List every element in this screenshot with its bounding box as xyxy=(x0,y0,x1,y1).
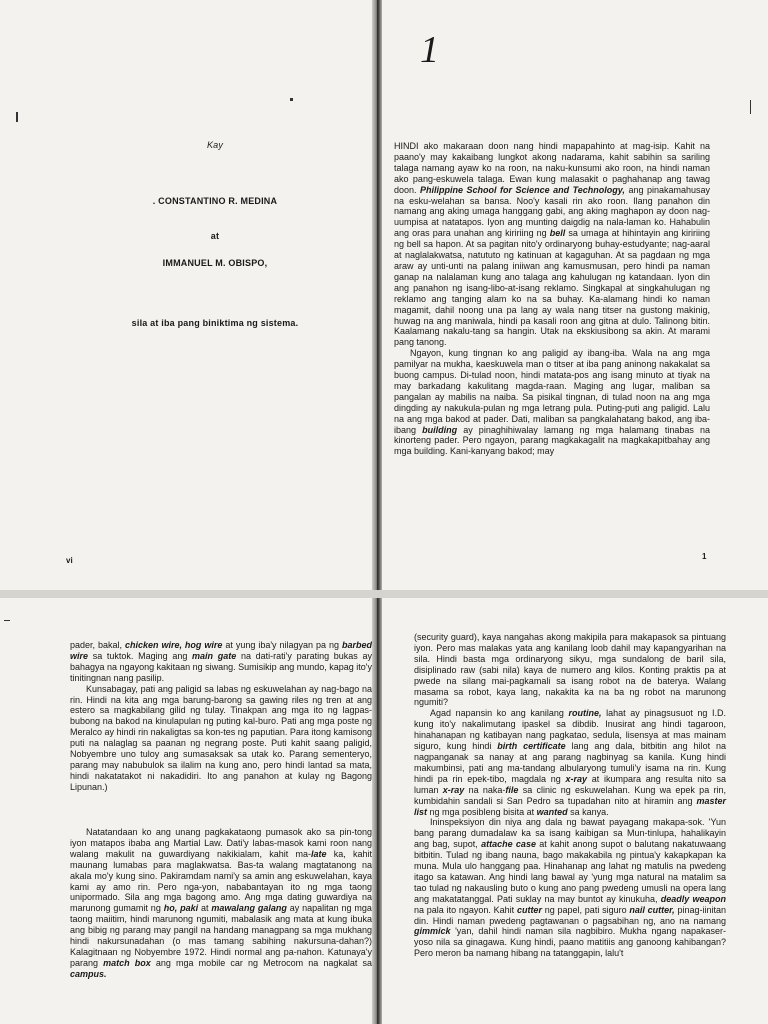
paragraph: (security guard), kaya nangahas akong makipila para makapasok sa pintuang iyon. Pero mas malakas yata ang kanilang loob dahil may kapangyarihan na sila. Hindi basta mga ordinaryong sikyu, mga sundalong de baril sila, disiplinado raw (sabi nila) kaya de numero ang kilos. Konting praktis pa at pwede na silang mai-pagkamali sa isang robot na de baterya. Walang masama sa robot, kaya lang, nakakita ka na ba ng robot na marunong ngumiti? xyxy=(414,632,726,708)
chapter-text-column xyxy=(394,141,710,457)
paragraph: HINDI ako makaraan doon nang hindi mapapahinto at mag-isip. Kahit na paano'y may kakaibang lungkot akong nadarama, kahit sabihin sa sariling talaga namang ayaw ko na roon, na naku-kunsumi ako roon, na hindi naman ako pang-eskuwela talaga. Ewan kung malasakit o paghahanap ang tawag doon. Philippine School for Science and Technology, ang pinakamahusay na esku-welahan sa bansa. Noo'y kasali rin ako roon. Ilang panahon din namang ang aking umaga hanggang gabi, ang aking maghapon ay doon nag-uumpisa at natatapos. Iyon ang munting daigdig na nala-laman ko. Hahabulin ang oras para unahan ang kiririing ng bell sa umaga at hihintayin ang kiririing ng bell sa hapon. At sa pagitan nito'y ordinaryong buhay-estudyante; nag-aaral at naglalakwatsa, natututo ng katinuan at kagaguhan. At sa pagdaan ng mga araw ay unti-unti na palang iniiwan ang kamusmusan, pero hindi pa naman ganap na nalalaman kung ano talaga ang kahulugan ng katandaan. Iyon din ang panahon ng isang-libo-at-isang reklamo. Singkapal at singkahulugan ng reklamo ang tanging alam ko na sa buhay. Ka-alamang hindi ko naman magamit, dahil noong una pa lang ay wala nang titser na gustong makinig, huwag na ang maniwala, hindi pa kasali roon ang gitna at dulo. Talinong bitin. Kaalamang nakalu-tang sa hangin. Utak na ekskiusibong sa akin. At marami pang tanong. xyxy=(394,141,710,348)
book-gutter-upper xyxy=(372,0,382,590)
dedication-name-2: IMMANUEL M. OBISPO, xyxy=(162,258,268,268)
page-number-right: 1 xyxy=(702,552,707,561)
chapter-number: 1 xyxy=(420,29,439,71)
lower-right-text xyxy=(414,632,726,959)
paragraph: Ngayon, kung tingnan ko ang paligid ay ibang-iba. Wala na ang mga pamilyar na mukha, kaeskuwela man o titser at iba pang aninong nakakalat sa buong campus. Di-tulad noon, hindi matata-pos ang isang minuto at tiyak na may barkadang kakulitang magda-raan. Maging ang lugar, maliban sa pangalan ay mabilis na naiba. Sa pisikal tingnan, di tulad noon na ang mga dingding ay nakukula-pulan ng mga letrang pula. Puting-puti ang paligid. Lalu na ang mga bakod at pader. Dati, maliban sa pangkalahatang bakod, ang iba-ibang building ay pinaghihiwalay lamang ng mga halamang tinabas na kinorteng pader. Pero ngayon, parang magkakagalit na magkakapitbahay ang mga building. Kani-kanyang bakod; may xyxy=(394,348,710,457)
lower-left-text-top xyxy=(70,640,372,793)
scan-speck xyxy=(4,620,10,621)
page-number-left: vi xyxy=(66,556,73,565)
book-gutter-lower xyxy=(372,598,382,1024)
paragraph: Kunsabagay, pati ang paligid sa labas ng eskuwelahan ay nag-bago na rin. Hindi na kita ang mga barung-barong sa gawing riles ng tren at ang estero sa magkabilang gilid ng tulay. Tinakpan ang mga ito ng lagpas-bubong na bakod na kinulapulan ng puting kal-buro. Pati ang mga poste ng Meralco ay hindi rin nakaligtas sa kon-tes ng paputian. Para itong kamisong puti na nalaglag sa paanan ng negrang poste. Puti kahit saang paligid, Nobyembre uno tuloy ang sumasaksak sa utak ko. Parang sementeryo, parang may nabubulok sa ilalim na kung ano, pero hindi lantad sa mata, hindi nakatatakot ni nakadidiri. Ito ang panahon at kulay ng Bagong Lipunan.) xyxy=(70,683,372,792)
paragraph: pader, bakal, chicken wire, hog wire at yung iba'y nilagyan pa ng barbed wire sa tuktok. Maging ang main gate na dati-rati'y parating bukas ay bahagya na ngayong kakitaan ng siwang. Sumisikip ang mundo, kapag ito'y tinitingnan nang pasilip. xyxy=(70,640,372,683)
scan-speck xyxy=(750,100,751,114)
dedication-at: at xyxy=(210,231,220,241)
paragraph: Natatandaan ko ang unang pagkakataong pumasok ako sa pin-tong iyon matapos ibaba ang Martial Law. Dati'y labas-masok kami roon nang walang makulit na guwardiyang nakikialam, kahit ma-late ka, kahit maunang lumabas para maglakwatsa. Bas-ta walang magtatanong na akala mo'y kung sino. Pakiramdam nami'y sa amin ang eskuwelahan, kaya kami ay amo rin. Pero nga-yon, nababantayan ito ng mga taong unipormado. Sila ang mga bagong amo. Ang mga dating guwardiya na marunong gumamit ng ho, paki at mawalang galang ay napalitan ng mga taong maiitim, hindi marunong ngumiti, mabalasik ang mata at kung ibuka ang bibig ng parang may pangil na handang managpang sa mga mukhang hindi nakursunadahan (o mas tamang sabihing nakursuna-dahan?) Kalagitnaan ng Nobyembre 1972. Hindi normal ang pa-nahon. Katunaya'y parang match box ang mga mobile car ng Metrocom na nagkalat sa campus. xyxy=(70,827,372,979)
dedication-name-1: . CONSTANTINO R. MEDINA xyxy=(152,196,278,206)
spread-separator xyxy=(0,590,768,598)
paragraph: Ininspeksiyon din niya ang dala ng bawat payagang makapa-sok. 'Yun bang parang dumadalaw ka sa isang kaibigan sa Mun-tinlupa, hahalikayin ang bag, supot, attache case at kahit anong supot o balutang nakatuwaang bitbitin. Tulad ng ibang nauna, bago makakabila ng pintua'y kakapkapan ka muna. Mula ulo hanggang paa. Hinahanap ang lahat ng matulis na pwedeng itago sa katawan. Ang hindi lang bawal ay 'yung mga natural na matalim sa tao tulad ng nakausling buto o kung ano pang pwedeng umusli na opera lang ang makatatanggal. Pati suklay na may buntot ay kinukuha, deadly weapon na pala ito ngayon. Kahit cutter ng papel, pati siguro nail cutter, pinag-iinitan din. Hindi naman pwedeng pagtawanan o pagsabihan ng, ano na namang gimmick 'yan, dahil hindi naman sila nagbibiro. Mukha ngang napakaser-yoso nila sa ginagawa. Kung hindi, paano matitiis ang ganoong kahibangan? Pero meron ba namang hibang na tatanggapin, lalu't xyxy=(414,817,727,959)
dedication-kay: Kay xyxy=(206,140,224,150)
paragraph: Agad napansin ko ang kanilang routine, lahat ay pinagsusuot ng I.D. kung ito'y nakalimutang ipaskel sa dibdib. Inusirat ang hindi tagaroon, hinahanapan ng katibayan nang pagkatao, sedula, lisensya at mas mainam siguro, kung hindi birth certificate lang ang dala, bitbitin ang hilot na nagpanganak sa nanay at ang parang nagbinyag sa kanila. Kung hindi makumbinsi, pati ang ma-tandang albularyong tumuli'y isama na rin. Kung hindi pa rin epek-tibo, magdala ng x-ray at ikumpara ang resulta nito sa luman x-ray na naka-file sa clinic ng eskuwelahan. Kung wa epek pa rin, kumbidahin sandali si San Pedro sa tupadahan nito at hiramin ang master list ng mga posibleng bisita at wanted sa kanya. xyxy=(414,708,726,817)
lower-left-text-bottom xyxy=(70,827,372,980)
dedication-footer: sila at iba pang biniktima ng sistema. xyxy=(131,318,299,328)
scan-speck xyxy=(16,112,18,122)
scan-speck xyxy=(290,98,293,101)
